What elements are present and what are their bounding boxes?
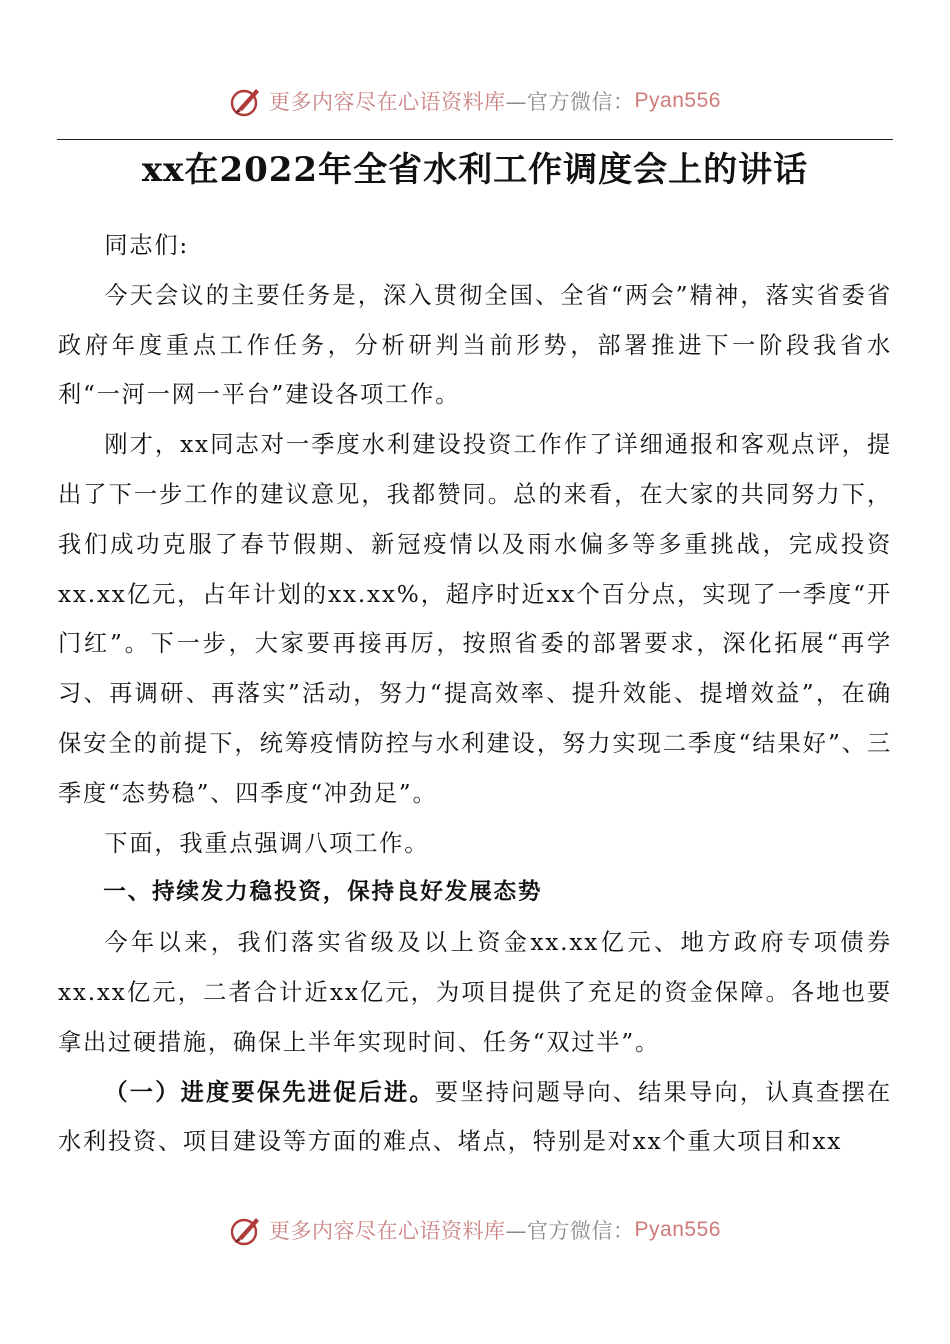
salutation-paragraph: 同志们: (104, 232, 189, 259)
subsection-paragraph (58, 1068, 892, 1168)
body-paragraph: 今年以来，我们落实省级及以上资金xx.xx亿元、地方政府专项债券xx.xx亿元，二者合计近xx亿元，为项目提供了充足的资金保障。各地也要拿出过硬措施，确保上半年实现时间、任务“双过半”。 (58, 929, 892, 1056)
quill-pen-logo-icon (229, 84, 263, 118)
body-paragraph: 今天会议的主要任务是，深入贯彻全国、全省“两会”精神，落实省委省政府年度重点工作任务，分析研判当前形势，部署推进下一阶段我省水利“一河一网一平台”建设各项工作。 (58, 281, 892, 409)
section-heading: 一、持续发力稳投资，保持良好发展态势 (103, 879, 543, 906)
watermark-wechat-id: Pyan556 (634, 1218, 721, 1241)
subsection-lead: （一）进度要保先进促后进。 (104, 1078, 435, 1106)
body-paragraph: 下面，我重点强调八项工作。 (104, 829, 430, 857)
footer-watermark (0, 1213, 950, 1247)
watermark-separator-text: —官方微信： (505, 1219, 635, 1243)
quill-pen-logo-icon (229, 1213, 263, 1247)
watermark-wechat-id: Pyan556 (634, 89, 721, 112)
document-body (58, 221, 892, 1167)
watermark-separator-text: —官方微信： (505, 90, 635, 114)
subsection-text: 要坚持问题导向、结果导向，认真查摆在水利投资、项目建设等方面的难点、堵点，特别是对xx个重大项目和xx (58, 1078, 892, 1156)
body-paragraph: 刚才，xx同志对一季度水利建设投资工作作了详细通报和客观点评，提出了下一步工作的建议意见，我都赞同。总的来看，在大家的共同努力下，我们成功克服了春节假期、新冠疫情以及雨水偏多等多重挑战，完成投资xx.xx亿元，占年计划的xx.xx%，超序时近xx个百分点，实现了一季度“开门红”。下一步，大家要再接再厉，按照省委的部署要求，深化拓展“再学习、再调研、再落实”活动，努力“提高效率、提升效能、提增效益”，在确保安全的前提下，统筹疫情防控与水利建设，努力实现二季度“结果好”、三季度“态势稳”、四季度“冲劲足”。 (58, 431, 892, 807)
header-divider (57, 139, 893, 140)
document-title: xx在2022年全省水利工作调度会上的讲话 (141, 150, 809, 190)
watermark-site-text: 更多内容尽在心语资料库 (269, 1219, 506, 1243)
watermark-site-text: 更多内容尽在心语资料库 (269, 90, 506, 114)
header-watermark (0, 84, 950, 118)
